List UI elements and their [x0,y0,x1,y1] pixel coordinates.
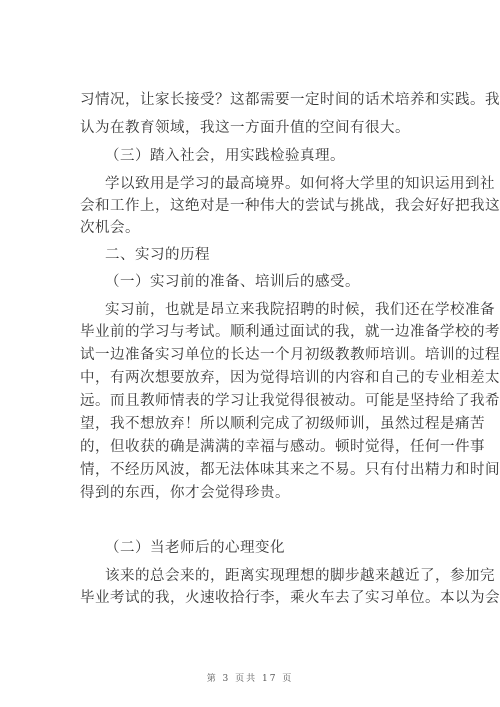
paragraph-line: 学以致用是学习的最高境界。如何将大学里的知识运用到社 [105,176,495,192]
chapter-heading: 二、实习的历程 [105,247,210,263]
paragraph-line: 实习前，也就是昂立来我院招聘的时候，我们还在学校准备 [105,302,495,318]
paragraph-line: 得到的东西，你才会觉得珍贵。 [80,485,290,501]
paragraph-line: 的，但收获的确是满满的幸福与感动。顿时觉得，任何一件事 [80,439,485,455]
paragraph-line: 毕业前的学习与考试。顺利通过面试的我，就一边准备学校的考 [80,324,500,340]
paragraph-line: 认为在教育领域，我这一方面升值的空间有很大。 [80,120,410,136]
paragraph-line: 该来的总会来的，距离实现理想的脚步越来越近了，参加完 [105,568,495,584]
paragraph-line: 次机会。 [80,220,140,236]
paragraph-line: 会和工作上，这绝对是一种伟大的尝试与挑战，我会好好把我这 [80,198,500,214]
page-number-footer: 第 3 页共 17 页 [206,674,294,684]
paragraph-line: 望，我不想放弃！所以顺利完成了初级师训，虽然过程是痛苦 [80,416,485,432]
paragraph-line: 试一边准备实习单位的长达一个月初级教教师培训。培训的过程 [80,347,500,363]
paragraph-line: 情，不经历风波，都无法体味其来之不易。只有付出精力和时间 [80,462,500,478]
section-heading: （三）踏入社会，用实践检验真理。 [105,148,345,164]
section-heading: （二）当老师后的心理变化 [105,540,285,556]
paragraph-line: 毕业考试的我，火速收拾行李，乘火车去了实习单位。本以为会 [80,590,500,606]
section-heading: （一）实习前的准备、培训后的感受。 [105,274,360,290]
paragraph-line: 中，有两次想要放弃，因为觉得培训的内容和自己的专业相差太 [80,370,500,386]
paragraph-line: 习情况，让家长接受？这都需要一定时间的话术培养和实践。我 [80,92,500,108]
paragraph-line: 远。而且教师情表的学习让我觉得很被动。可能是坚持给了我希 [80,393,500,409]
